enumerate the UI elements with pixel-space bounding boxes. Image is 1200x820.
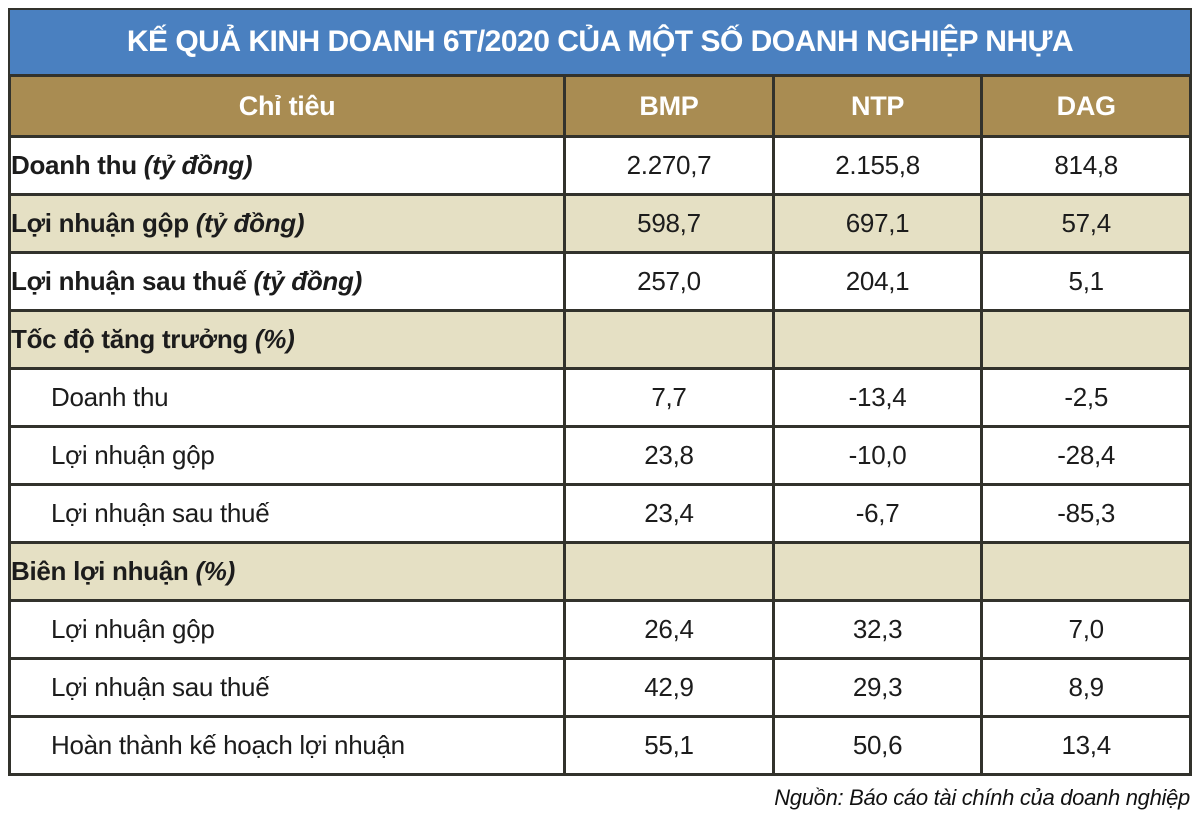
row-label-text: Doanh thu — [11, 150, 137, 180]
row-label-text: Lợi nhuận sau thuế — [11, 266, 247, 296]
row-label-text: Lợi nhuận gộp — [11, 208, 189, 238]
table-row — [10, 543, 1191, 601]
value-cell: 814,8 — [982, 137, 1191, 195]
table-body — [10, 137, 1191, 775]
table-row — [10, 195, 1191, 253]
row-label — [10, 369, 565, 427]
table-row — [10, 485, 1191, 543]
value-cell: -13,4 — [773, 369, 982, 427]
value-cell — [565, 543, 774, 601]
row-label — [10, 601, 565, 659]
value-cell: 697,1 — [773, 195, 982, 253]
row-label — [10, 427, 565, 485]
value-cell: 2.270,7 — [565, 137, 774, 195]
row-label — [10, 311, 565, 369]
row-label — [10, 195, 565, 253]
row-label-text: Biên lợi nhuận — [11, 556, 189, 586]
row-label — [10, 485, 565, 543]
value-cell: 598,7 — [565, 195, 774, 253]
value-cell: 7,7 — [565, 369, 774, 427]
row-unit: (tỷ đồng) — [188, 208, 305, 238]
value-cell — [565, 311, 774, 369]
value-cell: 23,4 — [565, 485, 774, 543]
value-cell — [982, 311, 1191, 369]
value-cell — [773, 543, 982, 601]
value-cell — [773, 311, 982, 369]
table-row — [10, 369, 1191, 427]
row-label-text: Doanh thu — [51, 382, 169, 412]
table-row — [10, 601, 1191, 659]
value-cell: 8,9 — [982, 659, 1191, 717]
value-cell: 257,0 — [565, 253, 774, 311]
financial-table — [8, 74, 1192, 776]
value-cell: 29,3 — [773, 659, 982, 717]
value-cell: -28,4 — [982, 427, 1191, 485]
row-label — [10, 253, 565, 311]
row-unit: (%) — [248, 324, 295, 354]
row-label-text: Tốc độ tăng trưởng — [11, 324, 248, 354]
row-label-text: Lợi nhuận sau thuế — [51, 672, 270, 702]
table-row — [10, 659, 1191, 717]
value-cell: -85,3 — [982, 485, 1191, 543]
column-header-ntp: NTP — [773, 76, 982, 137]
column-header-bmp: BMP — [565, 76, 774, 137]
row-label-text: Lợi nhuận gộp — [51, 614, 215, 644]
table-row — [10, 253, 1191, 311]
row-unit: (%) — [188, 556, 235, 586]
row-label-text: Hoàn thành kế hoạch lợi nhuận — [51, 730, 405, 760]
value-cell: 57,4 — [982, 195, 1191, 253]
row-label — [10, 543, 565, 601]
row-unit: (tỷ đồng) — [246, 266, 362, 296]
row-unit: (tỷ đồng) — [136, 150, 253, 180]
table-row — [10, 717, 1191, 775]
value-cell — [982, 543, 1191, 601]
value-cell: -6,7 — [773, 485, 982, 543]
value-cell: 5,1 — [982, 253, 1191, 311]
row-label — [10, 717, 565, 775]
value-cell: 7,0 — [982, 601, 1191, 659]
value-cell: 26,4 — [565, 601, 774, 659]
value-cell: -2,5 — [982, 369, 1191, 427]
value-cell: 204,1 — [773, 253, 982, 311]
table-row — [10, 311, 1191, 369]
figure-container — [8, 8, 1192, 811]
value-cell: 42,9 — [565, 659, 774, 717]
value-cell: 13,4 — [982, 717, 1191, 775]
row-label-text: Lợi nhuận sau thuế — [51, 498, 270, 528]
table-row — [10, 427, 1191, 485]
value-cell: 50,6 — [773, 717, 982, 775]
header-row — [10, 76, 1191, 137]
row-label — [10, 137, 565, 195]
value-cell: -10,0 — [773, 427, 982, 485]
row-label — [10, 659, 565, 717]
source-note: Nguồn: Báo cáo tài chính của doanh nghiệp — [774, 785, 1190, 810]
table-header — [10, 76, 1191, 137]
row-label-text: Lợi nhuận gộp — [51, 440, 215, 470]
value-cell: 23,8 — [565, 427, 774, 485]
value-cell: 2.155,8 — [773, 137, 982, 195]
value-cell: 32,3 — [773, 601, 982, 659]
column-header-dag: DAG — [982, 76, 1191, 137]
column-header-criteria: Chỉ tiêu — [10, 76, 565, 137]
value-cell: 55,1 — [565, 717, 774, 775]
table-row — [10, 137, 1191, 195]
table-title: KẾ QUẢ KINH DOANH 6T/2020 CỦA MỘT SỐ DOANH NGHIỆP NHỰA — [8, 8, 1192, 74]
